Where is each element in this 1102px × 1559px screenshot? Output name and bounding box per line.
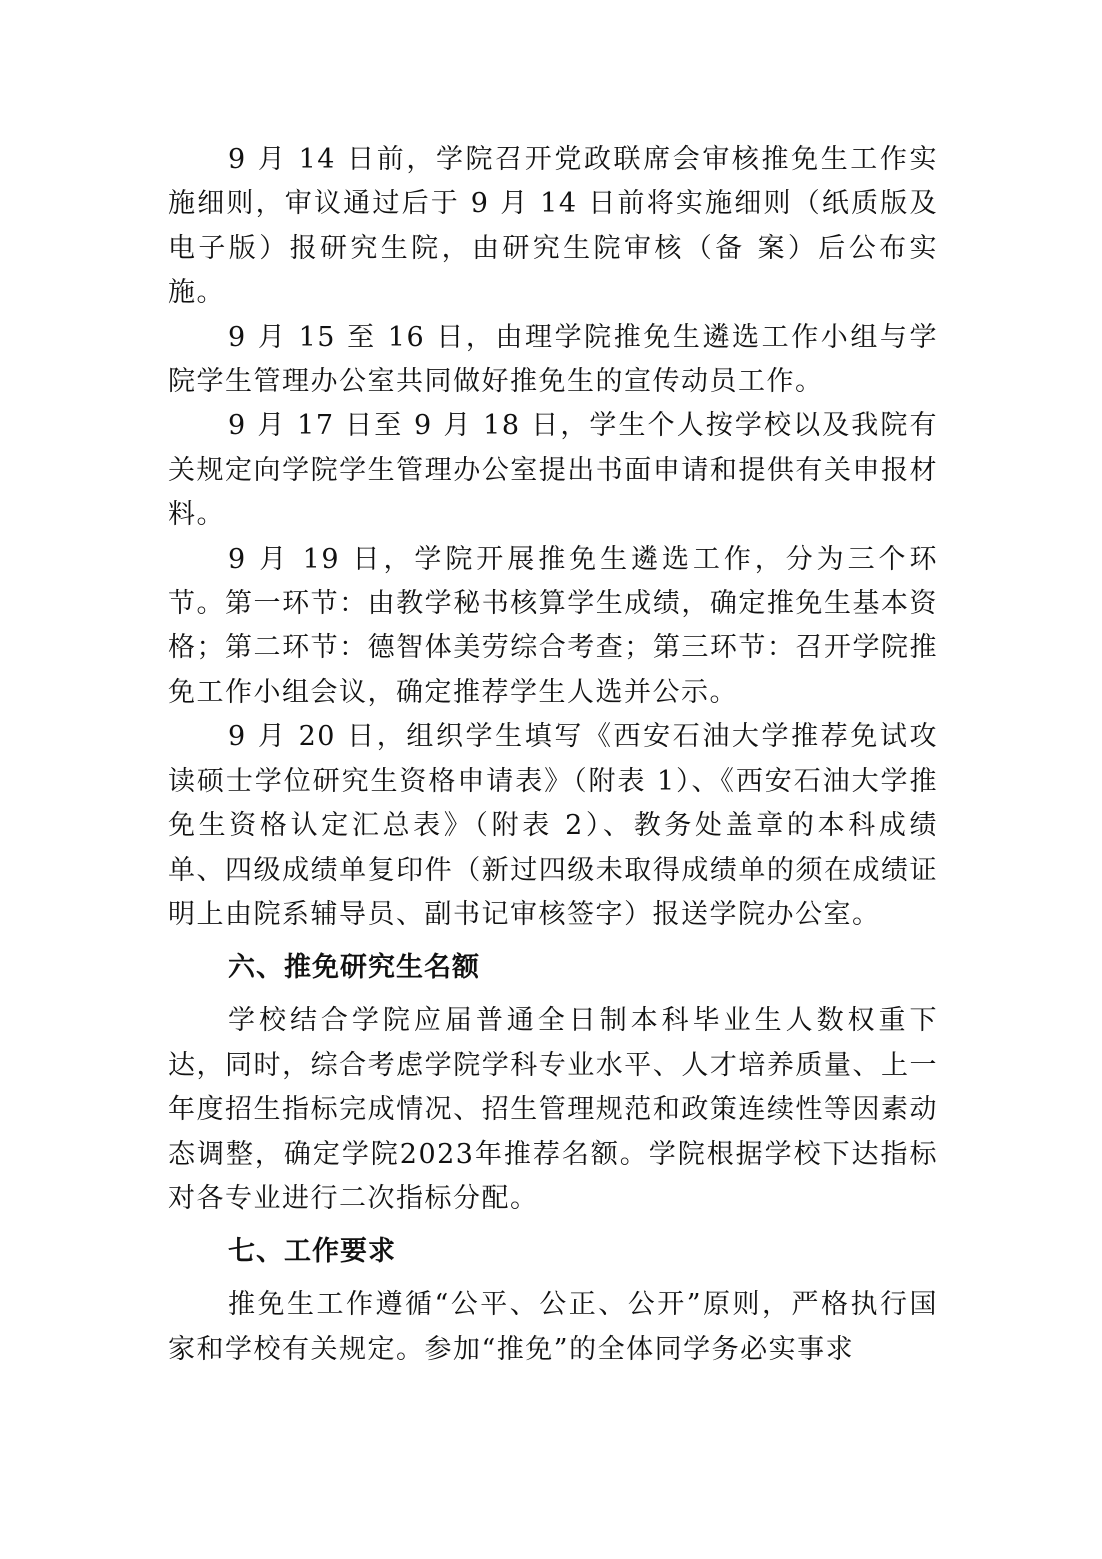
section-heading-requirements: 七、工作要求 [228, 1236, 396, 1268]
section-heading-quota: 六、推免研究生名额 [228, 952, 480, 984]
document-body [168, 138, 938, 1372]
paragraph-schedule-sep15: 9 月 15 至 16 日，由理学院推免生遴选工作小组与学院学生管理办公室共同做好推免生的宣传动员工作。 [168, 321, 938, 398]
paragraph-schedule-sep17: 9 月 17 日至 9 月 18 日，学生个人按学校以及我院有关规定向学院学生管理办公室提出书面申请和提供有关申报材料。 [168, 410, 938, 531]
paragraph-schedule-sep19: 9 月 19 日，学院开展推免生遴选工作，分为三个环节。第一环节：由教学秘书核算学生成绩，确定推免生基本资格；第二环节：德智体美劳综合考查；第三环节：召开学院推免工作小组会议，确定推荐学生人选并公示。 [168, 543, 938, 708]
paragraph-schedule-sep20: 9 月 20 日，组织学生填写《西安石油大学推荐免试攻读硕士学位研究生资格申请表》（附表 1）、《西安石油大学推免生资格认定汇总表》（附表 2）、教务处盖章的本科成绩单、四级成绩单复印件（新过四级未取得成绩单的须在成绩证明上由院系辅导员、副书记审核签字）报送学院办公室。 [168, 721, 938, 930]
paragraph-requirements: 推免生工作遵循“公平、公正、公开”原则，严格执行国家和学校有关规定。参加“推免”的全体同学务必实事求 [168, 1289, 938, 1365]
paragraph-schedule-sep14: 9 月 14 日前，学院召开党政联席会审核推免生工作实施细则，审议通过后于 9 月 14 日前将实施细则（纸质版及电子版）报研究生院，由研究生院审核（备 案）后公布实施。 [168, 144, 938, 309]
paragraph-quota: 学校结合学院应届普通全日制本科毕业生人数权重下达，同时，综合考虑学院学科专业水平、人才培养质量、上一年度招生指标完成情况、招生管理规范和政策连续性等因素动态调整，确定学院2023年推荐名额。学院根据学校下达指标对各专业进行二次指标分配。 [168, 1005, 938, 1214]
